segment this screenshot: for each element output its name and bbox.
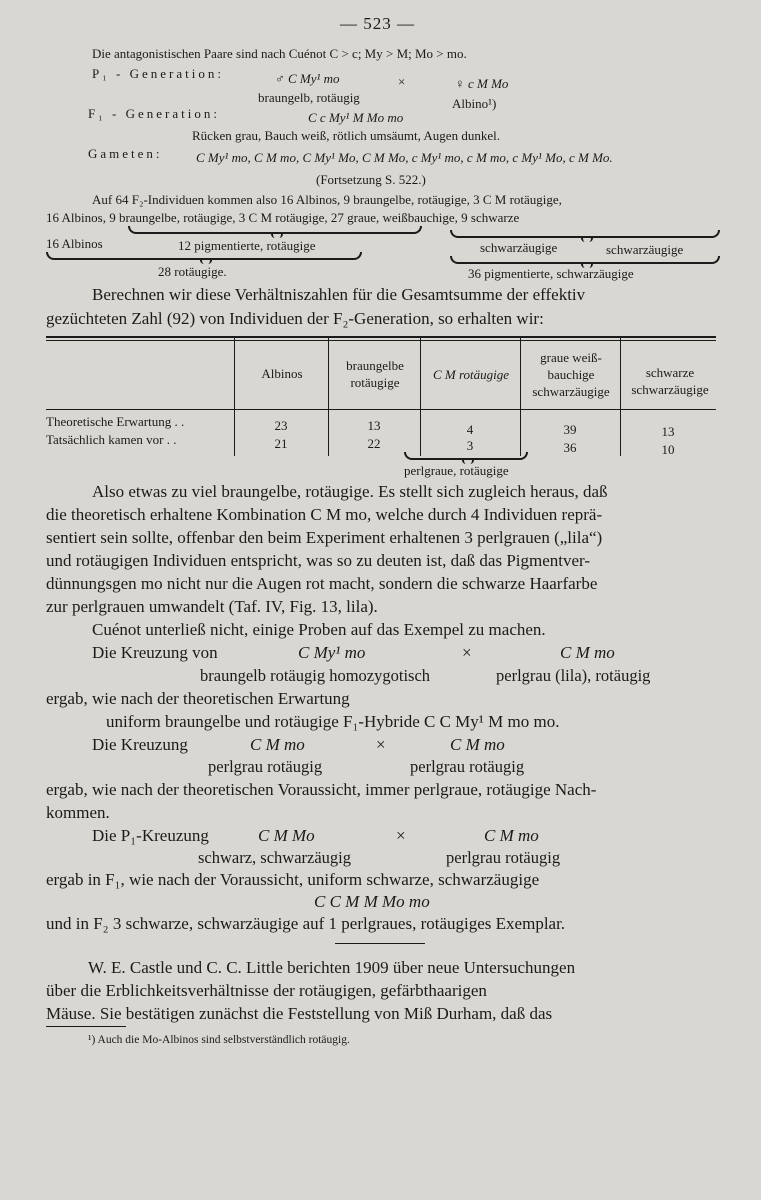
- cross3-f2: und in F₂ 3 schwarze, schwarzäugige auf 1 perlgraues, rotäugiges Exemplar.: [46, 914, 566, 933]
- brace-28-rotaeugig: [46, 252, 362, 260]
- cell-theo-braungelbe: 13: [367, 418, 381, 433]
- gameten-list: C My¹ mo, C M mo, C My¹ Mo, C M Mo, c My¹ mo, c M mo, c My¹ Mo, c M Mo.: [196, 150, 613, 165]
- f2-summary-line: Auf 64 F₂-Individuen kommen also 16 Albinos, 9 braungelbe, rotäugige, 3 C M rotäugige,: [92, 192, 562, 207]
- para2-line4: und rotäugigen Individuen entspricht, was so zu deuten ist, daß das Pigmentver-: [46, 551, 591, 570]
- th-cm-rotaeugige: C M rotäugige: [432, 367, 510, 382]
- p1-cross-sign: ×: [398, 74, 406, 89]
- cross3-parent-a: C M Mo: [258, 826, 315, 845]
- total-rotaeugig: 28 rotäugige.: [158, 264, 227, 279]
- p1-label: P₁ - Generation:: [92, 66, 224, 81]
- f1-genotype: C c My¹ M Mo mo: [308, 110, 404, 125]
- cell-tats-graue: 36: [563, 440, 577, 455]
- table-col-divider: [620, 338, 621, 456]
- cross2-parent-b: C M mo: [450, 735, 505, 754]
- table-col-divider: [420, 338, 421, 456]
- fortsetzung-note: (Fortsetzung S. 522.): [316, 172, 426, 187]
- para4-line3: Mäuse. Sie bestätigen zunächst die Feststellung von Miß Durham, daß das: [46, 1004, 553, 1023]
- para1-line2: gezüchteten Zahl (92) von Individuen der F₂-Generation, so erhalten wir:: [46, 309, 544, 328]
- section-divider: [335, 943, 425, 944]
- cross1-parent-b: C M mo: [560, 643, 615, 662]
- th-schwarze: schwarze schwarzäugige: [631, 365, 709, 397]
- cell-tats-cm: 3: [466, 438, 474, 453]
- para4-line2: über die Erblichkeitsverhältnisse der rotäugigen, gefärbthaarigen: [46, 981, 487, 1000]
- row-label-theoretisch: Theoretische Erwartung . .: [46, 414, 185, 429]
- p1-female-desc: Albino¹): [452, 96, 497, 111]
- brace-schwarz-right: [450, 230, 720, 238]
- para1-line1: Berechnen wir diese Verhältniszahlen für die Gesamtsumme der effektiv: [92, 285, 586, 304]
- cross3-intro: Die P₁-Kreuzung: [92, 826, 209, 845]
- cross1-result: uniform braungelbe und rotäugige F₁-Hybride C C My¹ M mo mo.: [106, 712, 560, 731]
- group-schwarzaeugig-1: schwarzäugige: [480, 240, 558, 255]
- cross2-intro: Die Kreuzung: [92, 735, 188, 754]
- cross1-parent-a-desc: braungelb rotäugig homozygotisch: [200, 666, 431, 685]
- th-albinos: Albinos: [261, 366, 303, 381]
- row-label-tatsaechlich: Tatsächlich kamen vor . .: [46, 432, 177, 447]
- para2-line1: Also etwas zu viel braungelbe, rotäugige. Es stellt sich zugleich heraus, daß: [92, 482, 608, 501]
- cell-theo-schwarze: 13: [661, 424, 675, 439]
- para2-line3: sentiert sein sollte, offenbar den beim Experiment erhaltenen 3 perlgrauen („lila“): [46, 528, 603, 547]
- cell-theo-graue: 39: [563, 422, 577, 437]
- p1-male-desc: braungelb, rotäugig: [258, 90, 360, 105]
- cell-theo-cm: 4: [466, 422, 474, 437]
- para2-line2: die theoretisch erhaltene Kombination C M mo, welche durch 4 Individuen reprä-: [46, 505, 603, 524]
- cross1-parent-a: C My¹ mo: [298, 643, 366, 662]
- brace-36-pigmentiert: [450, 256, 720, 264]
- table-col-divider: [234, 338, 235, 456]
- cross3-cross-sign: ×: [396, 826, 406, 845]
- cross3-parent-b-desc: perlgrau rotäugig: [446, 848, 561, 867]
- cross2-parent-b-desc: perlgrau rotäugig: [410, 757, 525, 776]
- group-schwarzaeugig-2: schwarzäugige: [606, 242, 684, 257]
- cell-tats-schwarze: 10: [661, 442, 675, 457]
- table-top-rule-2: [46, 340, 716, 341]
- para4-line1: W. E. Castle und C. C. Little berichten 1909 über neue Untersuchungen: [88, 958, 576, 977]
- cross1-ergab: ergab, wie nach der theoretischen Erwartung: [46, 689, 350, 708]
- cross2-ergab-1: ergab, wie nach der theoretischen Voraussicht, immer perlgraue, rotäugige Nach-: [46, 780, 597, 799]
- cell-tats-albinos: 21: [274, 436, 288, 451]
- para3: Cuénot unterließ nicht, einige Proben auf das Exempel zu machen.: [92, 620, 546, 639]
- table-col-divider: [520, 338, 521, 456]
- cross2-cross-sign: ×: [376, 735, 386, 754]
- cross3-genotype: C C M M Mo mo: [314, 892, 430, 911]
- cell-tats-braungelbe: 22: [367, 436, 381, 451]
- footnote-rule: [46, 1026, 126, 1027]
- th-braungelbe: braungelbe rotäugige: [346, 358, 404, 390]
- brace-rotaeugig-left: [128, 226, 422, 234]
- cross2-ergab-2: kommen.: [46, 803, 110, 822]
- cross3-parent-a-desc: schwarz, schwarzäugig: [198, 848, 352, 867]
- th-graue: graue weiß-bauchige schwarzäugige: [532, 350, 610, 399]
- para2-line5: dünnungsgen mo nicht nur die Augen rot macht, sondern die schwarze Haarfarbe: [46, 574, 598, 593]
- cross2-parent-a: C M mo: [250, 735, 305, 754]
- p1-female-genotype: ♀ c M Mo: [455, 76, 509, 91]
- table-top-rule: [46, 336, 716, 338]
- cross1-cross-sign: ×: [462, 643, 472, 662]
- cross1-intro: Die Kreuzung von: [92, 643, 218, 662]
- cell-theo-albinos: 23: [274, 418, 288, 433]
- cross1-parent-b-desc: perlgrau (lila), rotäugig: [496, 666, 651, 685]
- gameten-label: Gameten:: [88, 146, 163, 161]
- cross3-ergab: ergab in F₁, wie nach der Voraussicht, uniform schwarze, schwarzäugige: [46, 870, 540, 889]
- group-pigmentierte-rot: 12 pigmentierte, rotäugige: [178, 238, 316, 253]
- f1-description: Rücken grau, Bauch weiß, rötlich umsäumt, Augen dunkel.: [192, 128, 500, 143]
- table-header-rule: [46, 409, 716, 410]
- p1-male-genotype: ♂ C My¹ mo: [275, 71, 340, 86]
- para2-line6: zur perlgrauen umwandelt (Taf. IV, Fig. 13, lila).: [46, 597, 378, 616]
- f2-group-line: 16 Albinos, 9 braungelbe, rotäugige, 3 C M rotäugige, 27 graue, weißbauchige, 9 schwarze: [46, 210, 520, 225]
- antagonist-line: Die antagonistischen Paare sind nach Cuénot C > c; My > M; Mo > mo.: [92, 46, 467, 61]
- page-number: — 523 —: [340, 14, 415, 33]
- footnote: ¹) Auch die Mo-Albinos sind selbstverständlich rotäugig.: [88, 1034, 350, 1046]
- group-albinos: 16 Albinos: [46, 236, 103, 251]
- table-note-perlgraue: perlgraue, rotäugige: [404, 463, 509, 478]
- brace-perlgraue: [404, 452, 528, 460]
- total-schwarzaeugig: 36 pigmentierte, schwarzäugige: [468, 266, 634, 281]
- table-col-divider: [328, 338, 329, 456]
- f1-label: F₁ - Generation:: [88, 106, 220, 121]
- cross3-parent-b: C M mo: [484, 826, 539, 845]
- cross2-parent-a-desc: perlgrau rotäugig: [208, 757, 323, 776]
